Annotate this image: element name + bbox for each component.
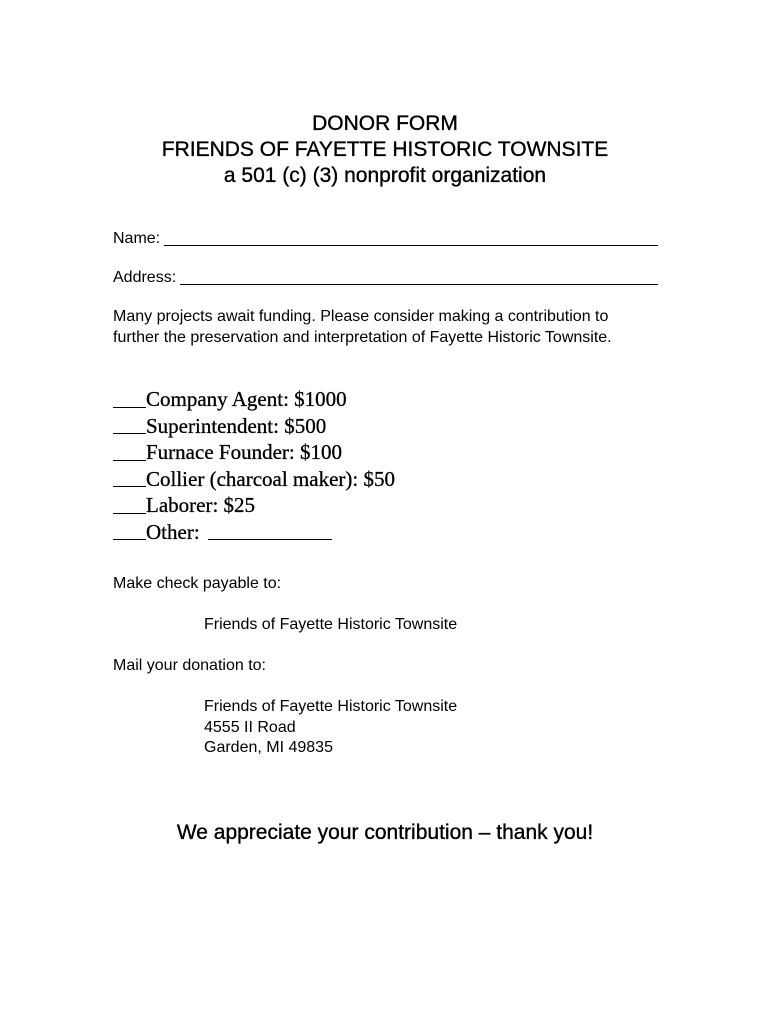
mailing-address <box>204 697 457 759</box>
level-checkbox-line[interactable] <box>113 495 146 514</box>
other-amount-line[interactable] <box>208 521 332 540</box>
level-label: Superintendent: $500 <box>146 413 327 438</box>
form-title: DONOR FORM <box>312 112 458 135</box>
level-label: Company Agent: $1000 <box>146 387 347 411</box>
address-line-2: 4555 II Road <box>204 718 296 736</box>
address-line-1: Friends of Fayette Historic Townsite <box>204 698 458 715</box>
level-company-agent <box>113 386 395 413</box>
nonprofit-status: a 501 (c) (3) nonprofit organization <box>223 164 547 187</box>
form-header <box>0 111 770 189</box>
address-field-line[interactable] <box>180 270 658 285</box>
address-line-3: Garden, MI 49835 <box>204 739 333 756</box>
donation-levels <box>113 386 395 545</box>
intro-paragraph: Many projects await funding. Please consider making a contribution to further the preservation and interpretation of Fayette Historic Townsite. <box>113 308 612 346</box>
level-collier <box>113 466 395 493</box>
level-checkbox-line[interactable] <box>113 442 146 461</box>
level-checkbox-line[interactable] <box>113 468 146 487</box>
level-superintendent <box>113 413 395 440</box>
payee-name: Friends of Fayette Historic Townsite <box>204 616 458 633</box>
address-field-row <box>113 268 658 288</box>
level-laborer <box>113 492 395 519</box>
level-label: Laborer: $25 <box>146 493 256 517</box>
level-label: Other: <box>146 519 200 544</box>
level-furnace-founder <box>113 439 395 466</box>
mail-label: Mail your donation to: <box>113 657 266 674</box>
organization-name: FRIENDS OF FAYETTE HISTORIC TOWNSITE <box>161 138 609 161</box>
address-label: Address: <box>113 269 177 286</box>
name-field-line[interactable] <box>164 231 658 246</box>
closing-message: We appreciate your contribution – thank you! <box>176 821 594 844</box>
name-field-row <box>113 229 658 249</box>
payable-label: Make check payable to: <box>113 575 282 592</box>
level-other <box>113 519 395 546</box>
level-label: Furnace Founder: $100 <box>146 440 342 464</box>
level-label: Collier (charcoal maker): $50 <box>146 466 395 491</box>
level-checkbox-line[interactable] <box>113 415 146 434</box>
level-checkbox-line[interactable] <box>113 521 146 540</box>
name-label: Name: <box>113 230 161 247</box>
level-checkbox-line[interactable] <box>113 389 146 408</box>
